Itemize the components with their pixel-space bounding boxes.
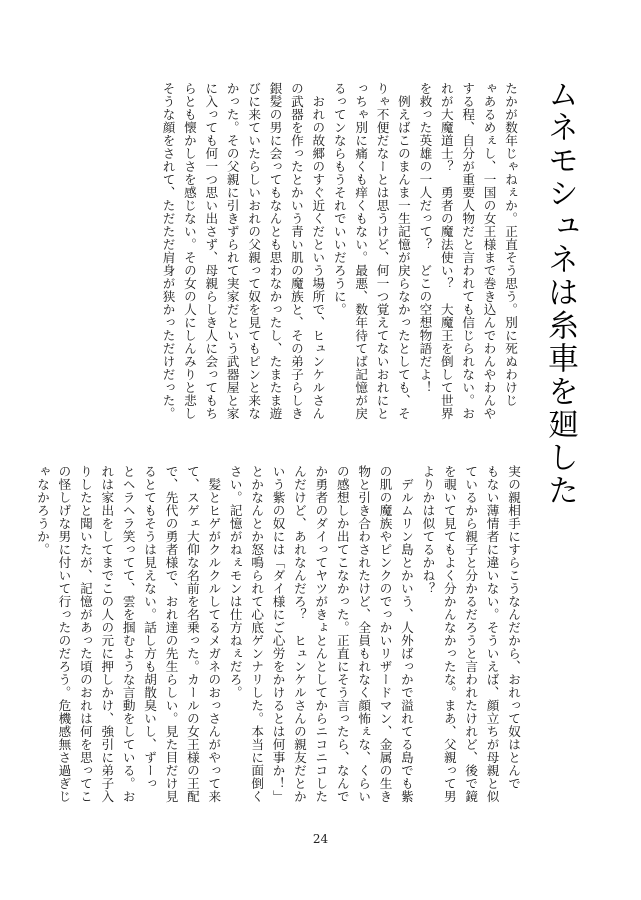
text-column: さい。記憶がねぇモンは仕方ねぇだろ。 <box>227 465 243 699</box>
text-column: 例えばこのまんま一生記憶が戻らなかったとしても、そ <box>395 82 411 420</box>
text-column: りしたと聞いたが、記憶があった頃のおれは何を思ってこ <box>77 465 93 803</box>
text-column: おれの故郷のすぐ近くだという場所で、ヒュンケルさん <box>310 82 326 420</box>
text-column: で、先代の勇者様で、おれ達の先生らしい。見た目だけ見 <box>163 465 179 803</box>
text-column: 実の親相手にすらこうなんだから、おれって奴はとんで <box>506 465 521 790</box>
text-column: もない薄情者に違いない。そういえば、顔立ちが母親と似 <box>484 465 500 803</box>
chapter-title: ムネモシュネは糸車を廻した <box>542 78 578 507</box>
text-column: の感想しか出てこなかった。正直にそう言ったら、なんで <box>334 465 350 803</box>
text-column: 髪とヒゲがクルクルしてるメガネのおっさんがやって来 <box>206 465 222 803</box>
text-column: する程、自分が重要人物だと言われても信じられない。お <box>460 82 476 420</box>
text-column: 物と引き合わされたけど、全員もれなく顔怖ぇな、くらい <box>356 465 372 803</box>
text-column: の肌の魔族やピンクのでっかいリザードマン、金属の生き <box>377 465 393 803</box>
text-column: いう紫の奴には「ダイ様にご心労をかけるとは何事か！」 <box>270 465 286 803</box>
lower-text-block <box>35 465 524 807</box>
text-column: たかが数年じゃねぇか。正直そう思う。別に死ぬわけじ <box>503 82 518 407</box>
text-column: とかなんとか怒鳴られて心底ゲンナリした。本当に面倒く <box>249 465 265 803</box>
text-column: っちゃ別に痛くも痒くもない。最悪、数年待てば記憶が戻 <box>353 82 369 420</box>
text-column: 銀髪の男に会ってもなんとも思わなかったし、たまたま遊 <box>267 82 283 420</box>
page-number: 24 <box>312 832 329 846</box>
text-column: よりかは似てるかね？ <box>420 465 436 595</box>
upper-text-block <box>101 82 521 424</box>
text-column: ゃあるめぇし、一国の女王様まで巻き込んでわんやわんや <box>481 82 497 420</box>
text-column: るとてもそうは見えない。話し方も胡散臭いし、ずーっ <box>142 465 158 790</box>
text-column: を救った英雄の一人だって？ どこの空想物語だよ！ <box>417 82 433 394</box>
text-column: デルムリン島とかいう、人外ばっかで溢れてる島でも紫 <box>398 465 414 803</box>
text-column: れが大魔道士？ 勇者の魔法使い？ 大魔王を倒して世界 <box>438 82 454 420</box>
text-column: て、スゲェ大仰な名前を名乗った。カールの女王様の王配 <box>184 465 200 803</box>
text-column: れは家出をしてまでこの人の元に押しかけ、強引に弟子入 <box>99 465 115 803</box>
text-column: りゃ不便だなーとは思うけど、何一つ覚えてないおれにと <box>374 82 390 420</box>
text-column: びに来ていたらしいおれの父親って奴を見てもピンと来な <box>246 82 262 420</box>
text-column: ているから親子と分かるだろうと言われたけれど、後で鏡 <box>463 465 479 803</box>
text-column: とヘラヘラ笑ってて、雲を掴むような言動をしている。お <box>120 465 136 803</box>
text-column: の武器を作ったとかいう青い肌の魔族と、その弟子らしき <box>288 82 304 420</box>
text-column: るってンならもうそれでいいだろうに。 <box>331 82 347 316</box>
text-column: を覗いて見てもよく分かんなかったな。まあ、父親って男 <box>441 465 457 803</box>
text-column: んだけど、あれなんだろ？ ヒュンケルさんの親友だとか <box>291 465 307 803</box>
text-column: そうな顔をされて、ただただ肩身が狭かっただけだった。 <box>160 82 176 420</box>
text-column: らとも懐かしさを感じない。その女の人にしんみりと悲し <box>181 82 197 420</box>
text-column: の怪しげな男に付いて行ったのだろう。危機感無さ過ぎじ <box>56 465 72 803</box>
text-column: ゃなかろうか。 <box>35 465 51 556</box>
text-column: か勇者のダイってヤツがきょとんとしてからニコニコした <box>313 465 329 803</box>
text-column: に入っても何一つ思い出さず、母親らしき人に会ってもち <box>203 82 219 420</box>
text-column: かった。その父親に引きずられて実家だという武器屋と家 <box>224 82 240 420</box>
